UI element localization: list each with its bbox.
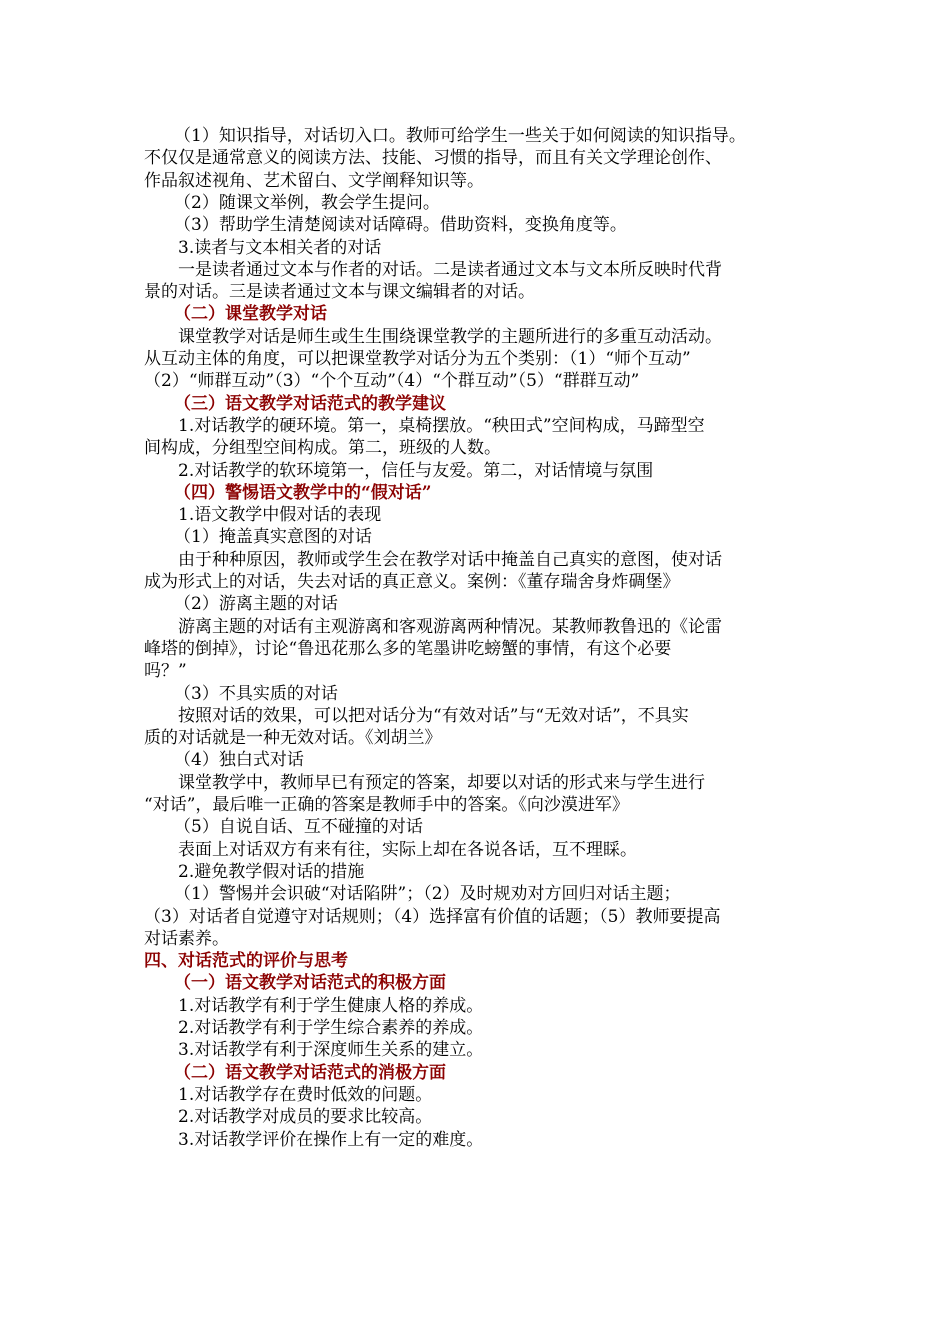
section-heading: （二）课堂教学对话	[174, 304, 327, 325]
section-heading: （四）警惕语文教学中的“假对话”	[174, 482, 432, 503]
section-heading: （三）语文教学对话范式的教学建议	[174, 393, 446, 414]
text-line: （2）“师群互动”（3）“个个互动”（4）“个群互动”（5）“群群互动”	[144, 371, 640, 392]
text-line: 吗？”	[144, 661, 187, 682]
text-line: 质的对话就是一种无效对话。《刘胡兰》	[144, 728, 442, 749]
text-line: 3.读者与文本相关者的对话	[178, 237, 382, 258]
text-line: （2）随课文举例，教会学生提问。	[174, 192, 440, 213]
text-line: 课堂教学对话是师生或生生围绕课堂教学的主题所进行的多重互动活动。	[178, 326, 722, 347]
text-line: （3）对话者自觉遵守对话规则；（4）选择富有价值的话题；（5）教师要提高	[144, 906, 721, 927]
text-line: 1.对话教学的硬环境。第一，桌椅摆放。“秧田式”空间构成，马蹄型空	[178, 415, 705, 436]
text-line: （1）警惕并会识破“对话陷阱”；（2）及时规劝对方回归对话主题；	[174, 884, 681, 905]
text-line: 2.避免教学假对话的措施	[178, 861, 365, 882]
text-line: 表面上对话双方有来有往，实际上却在各说各话，互不理睬。	[178, 839, 637, 860]
text-line: 按照对话的效果，可以把对话分为“有效对话”与“无效对话”，不具实	[178, 705, 689, 726]
text-line: （2）游离主题的对话	[174, 594, 338, 615]
text-line: 1.对话教学存在费时低效的问题。	[178, 1084, 433, 1105]
text-line: （3）不具实质的对话	[174, 683, 338, 704]
text-line: 游离主题的对话有主观游离和客观游离两种情况。某教师教鲁迅的《论雷	[178, 616, 722, 637]
text-line: （1）知识指导，对话切入口。教师可给学生一些关于如何阅读的知识指导。	[174, 126, 746, 146]
text-line: 间构成，分组型空间构成。第二，班级的人数。	[144, 438, 501, 459]
text-line: 3.对话教学评价在操作上有一定的难度。	[178, 1129, 484, 1150]
text-line: 对话素养。	[144, 928, 229, 949]
text-line: 从互动主体的角度，可以把课堂教学对话分为五个类别：（1）“师个互动”	[144, 349, 691, 369]
text-line: 不仅仅是通常意义的阅读方法、技能、习惯的指导，而且有关文学理论创作、	[144, 148, 722, 169]
text-line: 成为形式上的对话，失去对话的真正意义。案例：《董存瑞舍身炸碉堡》	[144, 572, 680, 592]
text-line: 2.对话教学有利于学生综合素养的养成。	[178, 1018, 484, 1038]
text-line: 课堂教学中，教师早已有预定的答案，却要以对话的形式来与学生进行	[178, 772, 705, 793]
text-line: 1.对话教学有利于学生健康人格的养成。	[178, 995, 484, 1016]
text-line: （3）帮助学生清楚阅读对话障碍。借助资料，变换角度等。	[174, 215, 627, 236]
text-line: （1）掩盖真实意图的对话	[174, 527, 372, 548]
text-line: 由于种种原因，教师或学生会在教学对话中掩盖自己真实的意图，使对话	[178, 549, 722, 570]
text-line: （5）自说自话、互不碰撞的对话	[174, 817, 423, 838]
section-heading: 四、对话范式的评价与思考	[144, 951, 348, 972]
text-line: 峰塔的倒掉》，讨论“鲁迅花那么多的笔墨讲吃螃蟹的事情，有这个必要	[144, 638, 672, 659]
text-line: 1.语文教学中假对话的表现	[178, 505, 382, 526]
text-line: 景的对话。三是读者通过文本与课文编辑者的对话。	[144, 282, 535, 303]
text-line: （4）独白式对话	[174, 750, 304, 771]
text-line: 2.对话教学对成员的要求比较高。	[178, 1107, 433, 1128]
text-line: 2.对话教学的软环境第一，信任与友爱。第二，对话情境与氛围	[178, 460, 654, 481]
text-line: “对话”，最后唯一正确的答案是教师手中的答案。《向沙漠进军》	[144, 795, 629, 815]
text-line: 一是读者通过文本与作者的对话。二是读者通过文本与文本所反映时代背	[178, 259, 722, 280]
section-heading: （一）语文教学对话范式的积极方面	[174, 973, 446, 994]
text-line: 作品叙述视角、艺术留白、文学阐释知识等。	[144, 170, 484, 191]
text-line: 3.对话教学有利于深度师生关系的建立。	[178, 1040, 484, 1061]
section-heading: （二）语文教学对话范式的消极方面	[174, 1062, 446, 1083]
